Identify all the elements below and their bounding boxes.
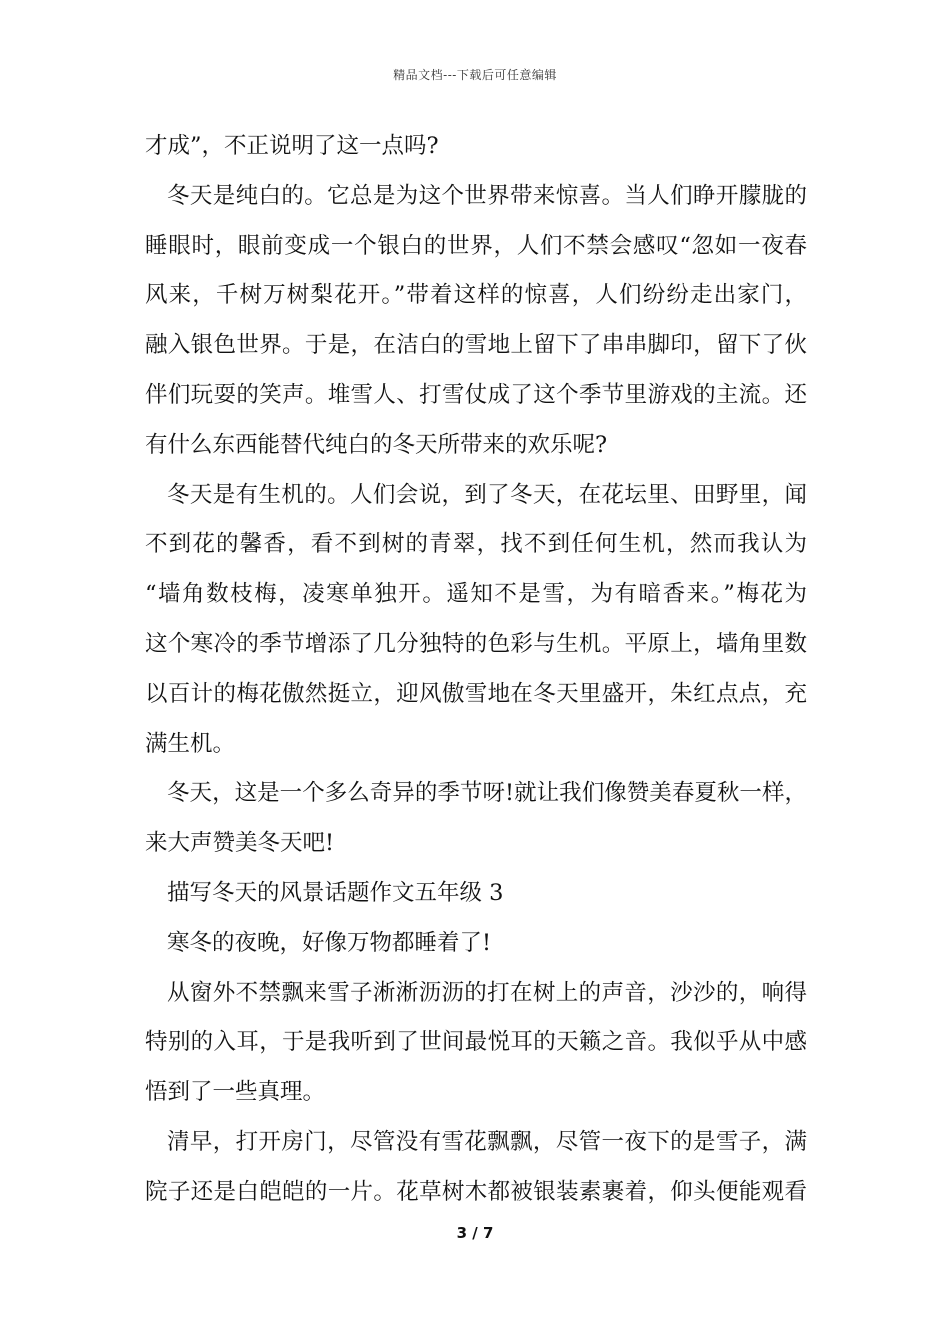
text-line: 满生机。: [145, 730, 236, 757]
text-line: 寒冬的夜晚，好像万物都睡着了!: [167, 929, 492, 956]
text-line: 清早，打开房门，尽管没有雪花飘飘，尽管一夜下的是雪子，满: [167, 1128, 807, 1155]
text-line: 描写冬天的风景话题作文五年级 3: [167, 879, 504, 906]
text-line: 冬天是纯白的。它总是为这个世界带来惊喜。当人们睁开朦胧的: [167, 182, 807, 209]
page-header: 精品文档---下载后可任意编辑: [393, 68, 557, 82]
document-body: [145, 122, 807, 1218]
text-line: 悟到了一些真理。: [145, 1079, 326, 1106]
text-line: 才成”，不正说明了这一点吗?: [145, 133, 439, 159]
text-line: 不到花的馨香，看不到树的青翠，找不到任何生机，然而我认为: [145, 531, 807, 558]
text-line: 冬天是有生机的。人们会说，到了冬天，在花坛里、田野里，闻: [167, 481, 807, 508]
text-line: 院子还是白皑皑的一片。花草树木都被银装素裹着，仰头便能观看: [145, 1178, 807, 1205]
text-line: 以百计的梅花傲然挺立，迎风傲雪地在冬天里盛开，朱红点点，充: [145, 680, 807, 707]
text-line: 这个寒冷的季节增添了几分独特的色彩与生机。平原上，墙角里数: [145, 630, 807, 657]
text-line: 风来，千树万树梨花开。”带着这样的惊喜，人们纷纷走出家门，: [145, 282, 807, 309]
text-line: 伴们玩耍的笑声。堆雪人、打雪仗成了这个季节里游戏的主流。还: [145, 381, 807, 408]
text-line: 睡眼时，眼前变成一个银白的世界，人们不禁会感叹“忽如一夜春: [145, 232, 807, 259]
text-line: 从窗外不禁飘来雪子淅淅沥沥的打在树上的声音，沙沙的，响得: [167, 979, 807, 1006]
page-number: 3 / 7: [456, 1224, 494, 1242]
text-line: 有什么东西能替代纯白的冬天所带来的欢乐呢?: [145, 431, 608, 458]
text-line: “墙角数枝梅，凌寒单独开。遥知不是雪，为有暗香来。”梅花为: [145, 581, 807, 608]
text-line: 冬天，这是一个多么奇异的季节呀!就让我们像赞美春夏秋一样，: [167, 780, 807, 807]
text-line: 特别的入耳，于是我听到了世间最悦耳的天籁之音。我似乎从中感: [145, 1029, 807, 1056]
text-line: 融入银色世界。于是，在洁白的雪地上留下了串串脚印，留下了伙: [145, 332, 807, 359]
text-line: 来大声赞美冬天吧!: [145, 830, 335, 857]
